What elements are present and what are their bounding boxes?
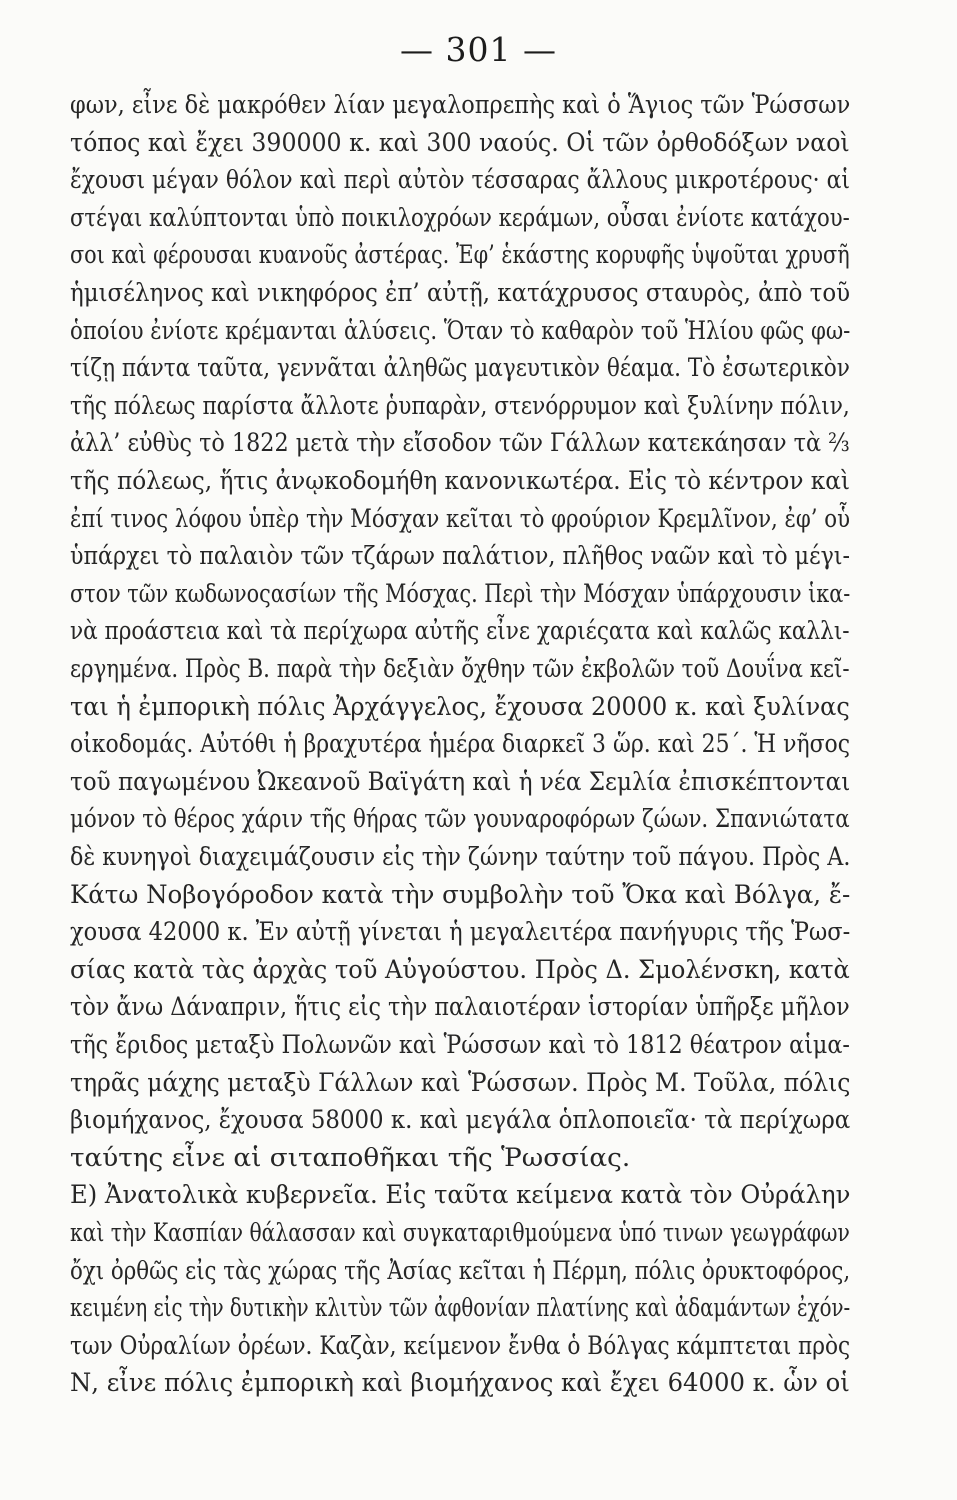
text-line: ἐπί τινος λόφου ὑπὲρ τὴν Μόσχαν κεῖται τὸ φρούριον Κρεμλῖνον, ἐφ’ οὗ [70,503,850,533]
text-line: ὄχι ὀρθῶς εἰς τὰς χώρας τῆς Ἀσίας κεῖται ἡ Πέρμη, πόλις ὀρυκτοφόρος, [70,1255,851,1285]
text-line: φων, εἶνε δὲ μακρόθεν λίαν μεγαλοπρεπὴς καὶ ὁ Ἅγιος τῶν Ῥώσσων [70,90,851,119]
text-line: ὑπάρχει τὸ παλαιὸν τῶν τζάρων παλάτιον, πλῆθος ναῶν καὶ τὸ μέγι- [70,541,850,571]
text-line: Ν, εἶνε πόλις ἐμπορικὴ καὶ βιομήχανος καὶ ἔχει 64000 κ. ὧν οἱ [70,1368,850,1398]
text-line: τῆς πόλεως, ἥτις ἀνῳκοδομήθη κανονικωτέρα. Εἰς τὸ κέντρον καὶ [70,466,850,495]
text-line: μόνον τὸ θέρος χάριν τῆς θήρας τῶν γουναροφόρων ζώων. Σπανιώτατα [70,804,850,834]
text-line: τῆς ἔριδος μεταξὺ Πολωνῶν καὶ Ῥώσσων καὶ τὸ 1812 θέατρον αἱμα- [70,1030,850,1059]
text-line: βιομήχανος, ἔχουσα 58000 κ. καὶ μεγάλα ὁπλοποιεῖα· τὰ περίχωρα [70,1105,851,1135]
text-line: τόπος καὶ ἔχει 390000 κ. καὶ 300 ναούς. Οἱ τῶν ὀρθοδόξων ναοὶ [70,127,850,157]
text-line: Κάτω Νοβογόροδον κατὰ τὴν συμβολὴν τοῦ Ὄκα καὶ Βόλγα, ἔ- [70,879,851,909]
text-line: τίζῃ πάντα ταῦτα, γεννᾶται ἀληθῶς μαγευτικὸν θέαμα. Τὸ ἐσωτερικὸν [70,353,850,383]
text-line: τῆς πόλεως παρίστα ἄλλοτε ῥυπαρὰν, στενόρρυμον καὶ ξυλίνην πόλιν, [70,390,850,420]
text-line: ταύτης εἶνε αἱ σιταποθῆκαι τῆς Ῥωσσίας. [70,1142,631,1172]
text-line: στέγαι καλύπτονται ὑπὸ ποικιλοχρόων κεράμων, οὖσαι ἐνίοτε κατάχου- [70,202,850,232]
text-line: ἔχουσι μέγαν θόλον καὶ περὶ αὐτὸν τέσσαρας ἄλλους μικροτέρους· αἱ [70,165,850,195]
text-line: κειμένη εἰς τὴν δυτικὴν κλιτὺν τῶν ἀφθονίαν πλατίνης καὶ ἀδαμάντων ἐχόν- [70,1293,851,1323]
text-line: οἰκοδομάς. Αὐτόθι ἡ βραχυτέρα ἡμέρα διαρκεῖ 3 ὥρ. καὶ 25΄. Ἡ νῆσος [70,729,851,759]
text-line: στον τῶν κωδωνοςασίων τῆς Μόσχας. Περὶ τὴν Μόσχαν ὑπάρχουσιν ἱκα- [70,578,851,608]
text-line: τηρᾶς μάχης μεταξὺ Γάλλων καὶ Ῥώσσων. Πρὸς Μ. Τοῦλα, πόλις [70,1067,851,1097]
text-line: τοῦ παγωμένου Ὠκεανοῦ Βαϊγάτη καὶ ἡ νέα Σεμλία ἐπισκέπτονται [70,766,851,796]
text-line: Ε) Ἀνατολικὰ κυβερνεῖα. Εἰς ταῦτα κείμενα κατὰ τὸν Οὐράλην [70,1180,851,1210]
text-line: ὁποίου ἐνίοτε κρέμανται ἁλύσεις. Ὅταν τὸ καθαρὸν τοῦ Ἡλίου φῶς φω- [70,315,851,345]
text-line: νὰ προάστεια καὶ τὰ περίχωρα αὐτῆς εἶνε χαριέςατα καὶ καλῶς καλλι- [70,616,850,646]
text-line: δὲ κυνηγοὶ διαχειμάζουσιν εἰς τὴν ζώνην ταύτην τοῦ πάγου. Πρὸς Α. [70,842,851,871]
page-number: — 301 — [400,30,557,69]
text-line: ἡμισέληνος καὶ νικηφόρος ἐπ’ αὐτῇ, κατάχρυσος σταυρὸς, ἀπὸ τοῦ [70,278,851,307]
text-line: σοι καὶ φέρουσαι κυανοῦς ἀστέρας. Ἐφ’ ἑκάστης κορυφῆς ὑψοῦται χρυσῆ [70,240,850,270]
text-line: εργημένα. Πρὸς Β. παρὰ τὴν δεξιὰν ὄχθην τῶν ἐκβολῶν τοῦ Δουΐνα κεῖ- [70,654,850,683]
text-line: τὸν ἄνω Δάναπριν, ἥτις εἰς τὴν παλαιοτέραν ἱστορίαν ὑπῆρξε μῆλον [70,992,850,1022]
text-line: καὶ τὴν Κασπίαν θάλασσαν καὶ συγκαταριθμούμενα ὑπό τινων γεωγράφων [70,1218,850,1247]
text-line: χουσα 42000 κ. Ἐν αὐτῇ γίνεται ἡ μεγαλειτέρα πανήγυρις τῆς Ῥωσ- [70,917,851,947]
text-line: ἀλλ’ εὐθὺς τὸ 1822 μετὰ τὴν εἴσοδον τῶν Γάλλων κατεκάησαν τὰ ⅔ [70,428,850,458]
text-line: ται ἡ ἐμπορικὴ πόλις Ἀρχάγγελος, ἔχουσα 20000 κ. καὶ ξυλίνας [70,691,850,721]
text-line: σίας κατὰ τὰς ἀρχὰς τοῦ Αὐγούστου. Πρὸς Δ. Σμολένσκη, κατὰ [70,954,850,984]
text-line: των Οὐραλίων ὀρέων. Καζὰν, κείμενον ἔνθα ὁ Βόλγας κάμπτεται πρὸς [70,1330,851,1360]
